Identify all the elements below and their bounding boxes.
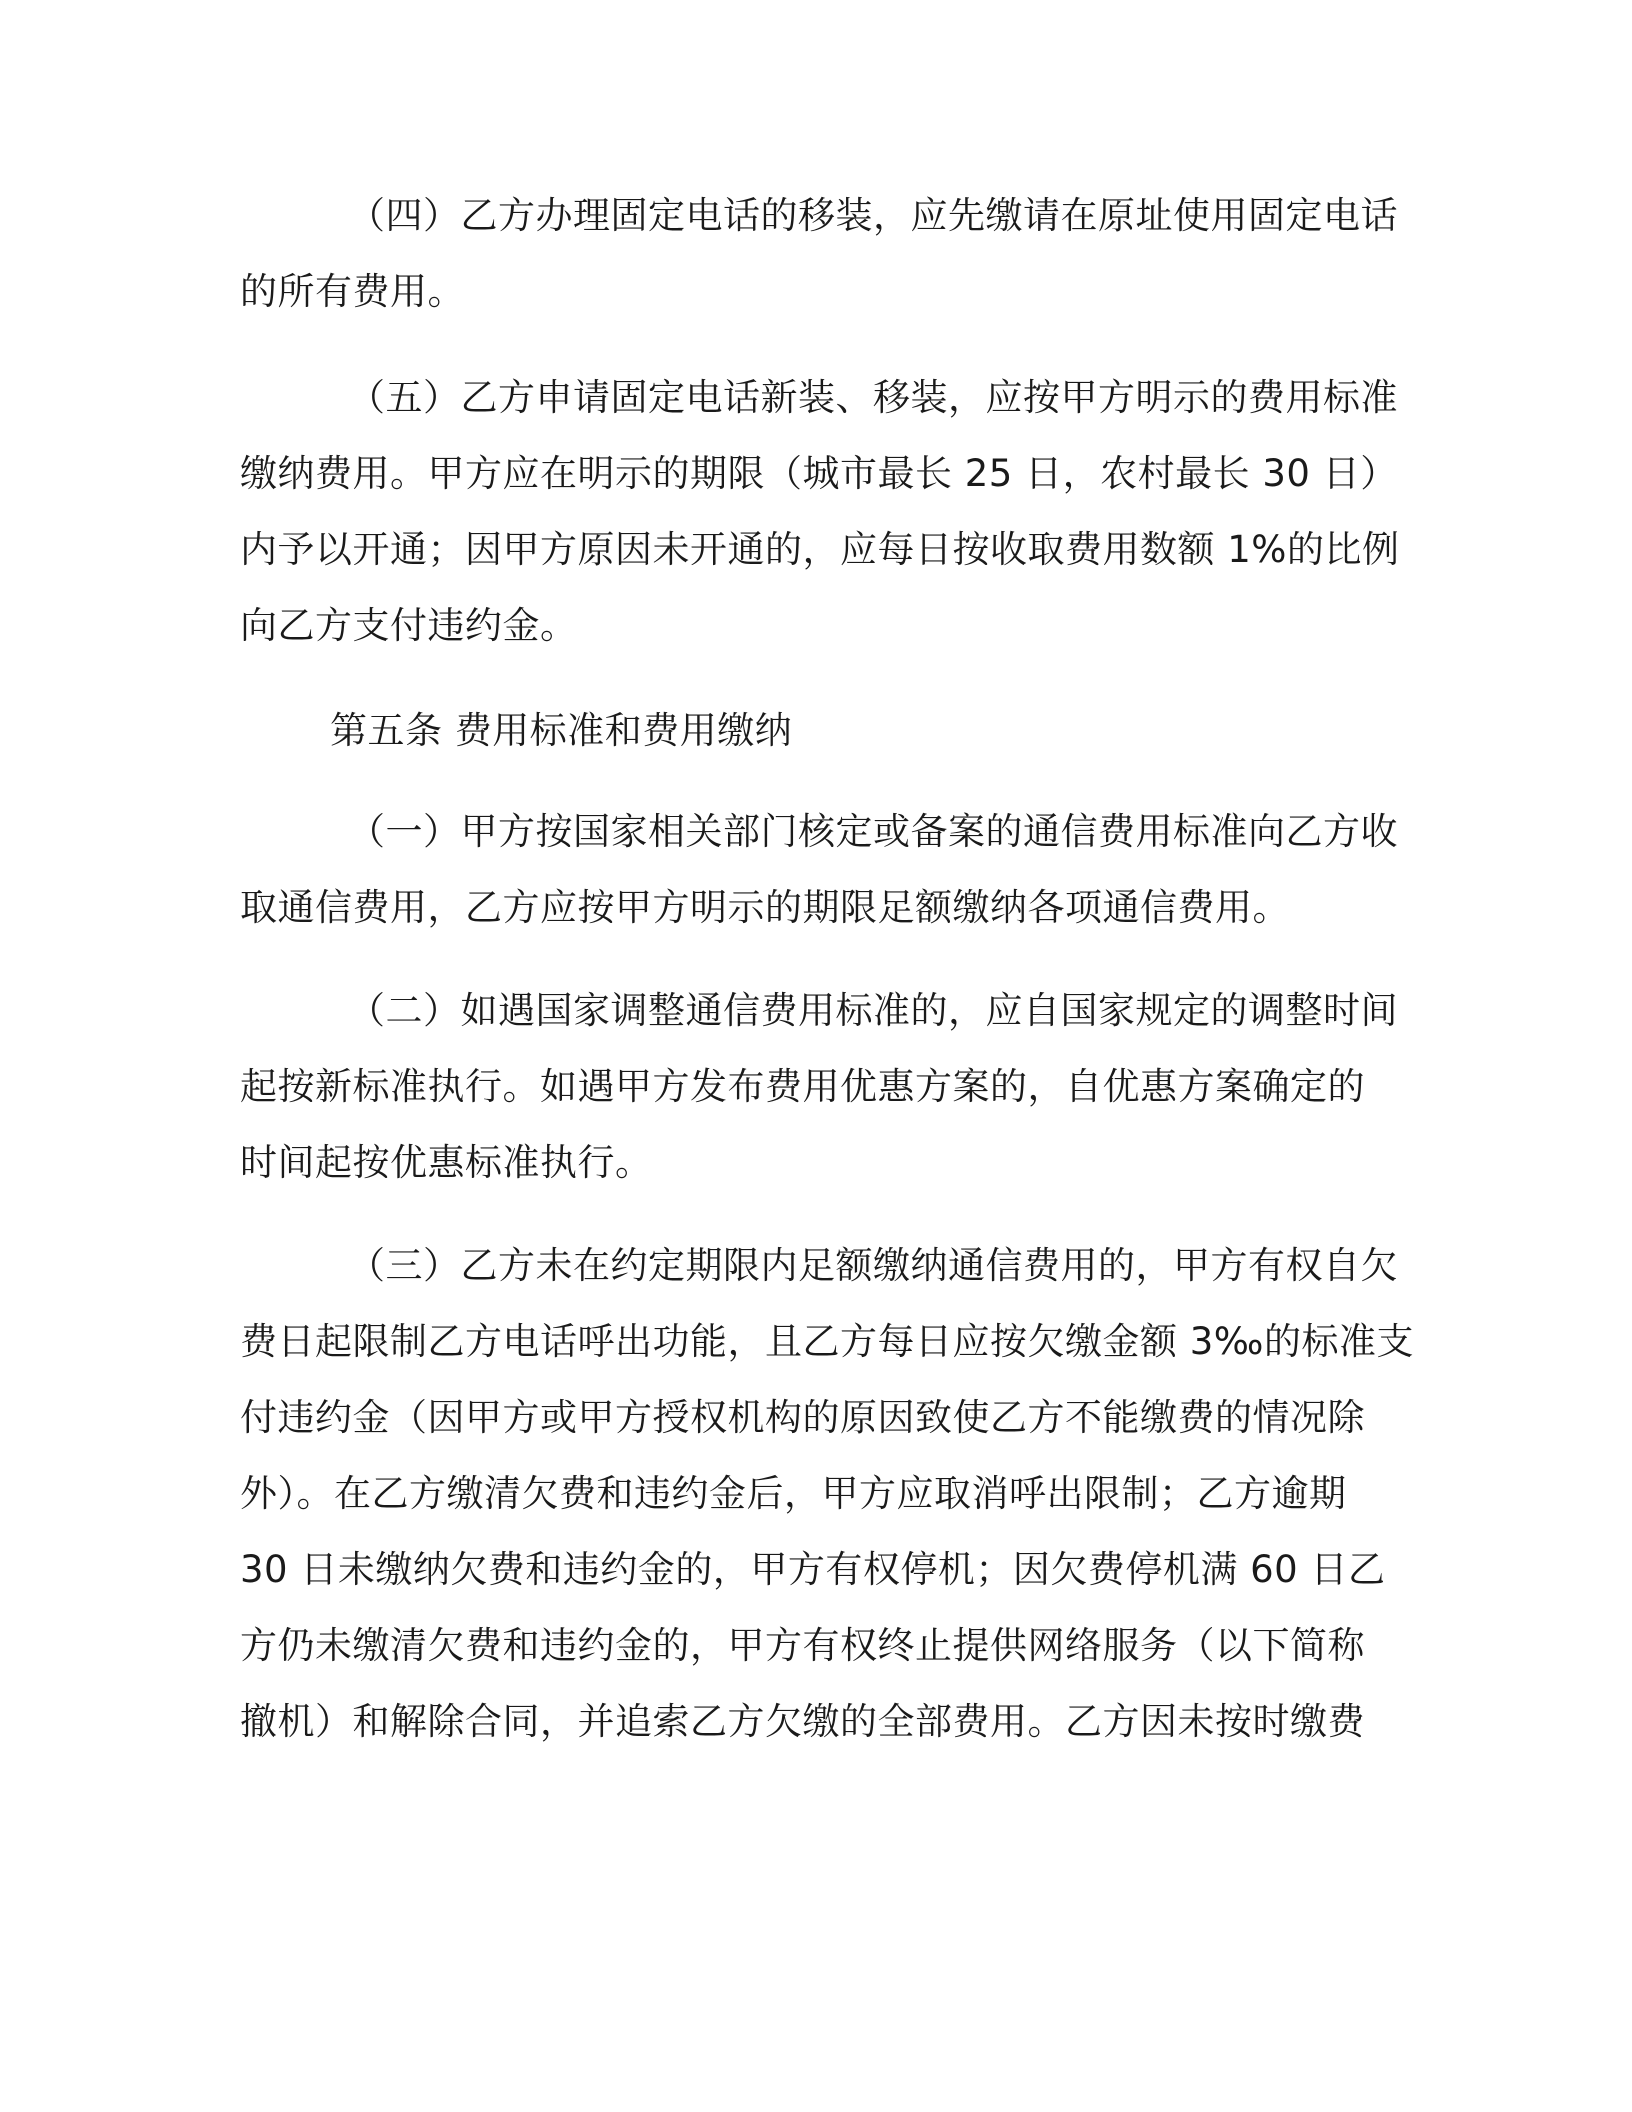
clause-3-line-2: 费日起限制乙方电话呼出功能，且乙方每日应按欠缴金额 3‰的标准支 xyxy=(240,1320,1414,1363)
clause-2-line-1: （二）如遇国家调整通信费用标准的，应自国家规定的调整时间 xyxy=(348,989,1398,1032)
clause-1-line-1: （一）甲方按国家相关部门核定或备案的通信费用标准向乙方收 xyxy=(348,810,1398,853)
clause-2-line-2: 起按新标准执行。如遇甲方发布费用优惠方案的，自优惠方案确定的 xyxy=(240,1065,1365,1108)
article-5-heading: 第五条 费用标准和费用缴纳 xyxy=(330,709,793,752)
paragraph-5-line-1: （五）乙方申请固定电话新装、移装，应按甲方明示的费用标准 xyxy=(348,376,1398,419)
clause-1-line-2: 取通信费用，乙方应按甲方明示的期限足额缴纳各项通信费用。 xyxy=(240,886,1290,929)
clause-3-line-5: 30 日未缴纳欠费和违约金的，甲方有权停机；因欠费停机满 60 日乙 xyxy=(240,1548,1386,1591)
clause-2-line-3: 时间起按优惠标准执行。 xyxy=(240,1141,653,1184)
clause-3-line-1: （三）乙方未在约定期限内足额缴纳通信费用的，甲方有权自欠 xyxy=(348,1244,1398,1287)
paragraph-4-line-2: 的所有费用。 xyxy=(240,270,465,313)
clause-3-line-4: 外）。在乙方缴清欠费和违约金后，甲方应取消呼出限制；乙方逾期 xyxy=(240,1472,1347,1515)
clause-3-line-6: 方仍未缴清欠费和违约金的，甲方有权终止提供网络服务（以下简称 xyxy=(240,1624,1365,1667)
clause-3-line-7: 撤机）和解除合同，并追索乙方欠缴的全部费用。乙方因未按时缴费 xyxy=(240,1700,1365,1743)
paragraph-5-line-2: 缴纳费用。甲方应在明示的期限（城市最长 25 日，农村最长 30 日） xyxy=(240,452,1398,495)
paragraph-4-line-1: （四）乙方办理固定电话的移装，应先缴请在原址使用固定电话 xyxy=(348,194,1398,237)
paragraph-5-line-3: 内予以开通；因甲方原因未开通的，应每日按收取费用数额 1%的比例 xyxy=(240,528,1400,571)
paragraph-5-line-4: 向乙方支付违约金。 xyxy=(240,604,578,647)
clause-3-line-3: 付违约金（因甲方或甲方授权机构的原因致使乙方不能缴费的情况除 xyxy=(240,1396,1365,1439)
